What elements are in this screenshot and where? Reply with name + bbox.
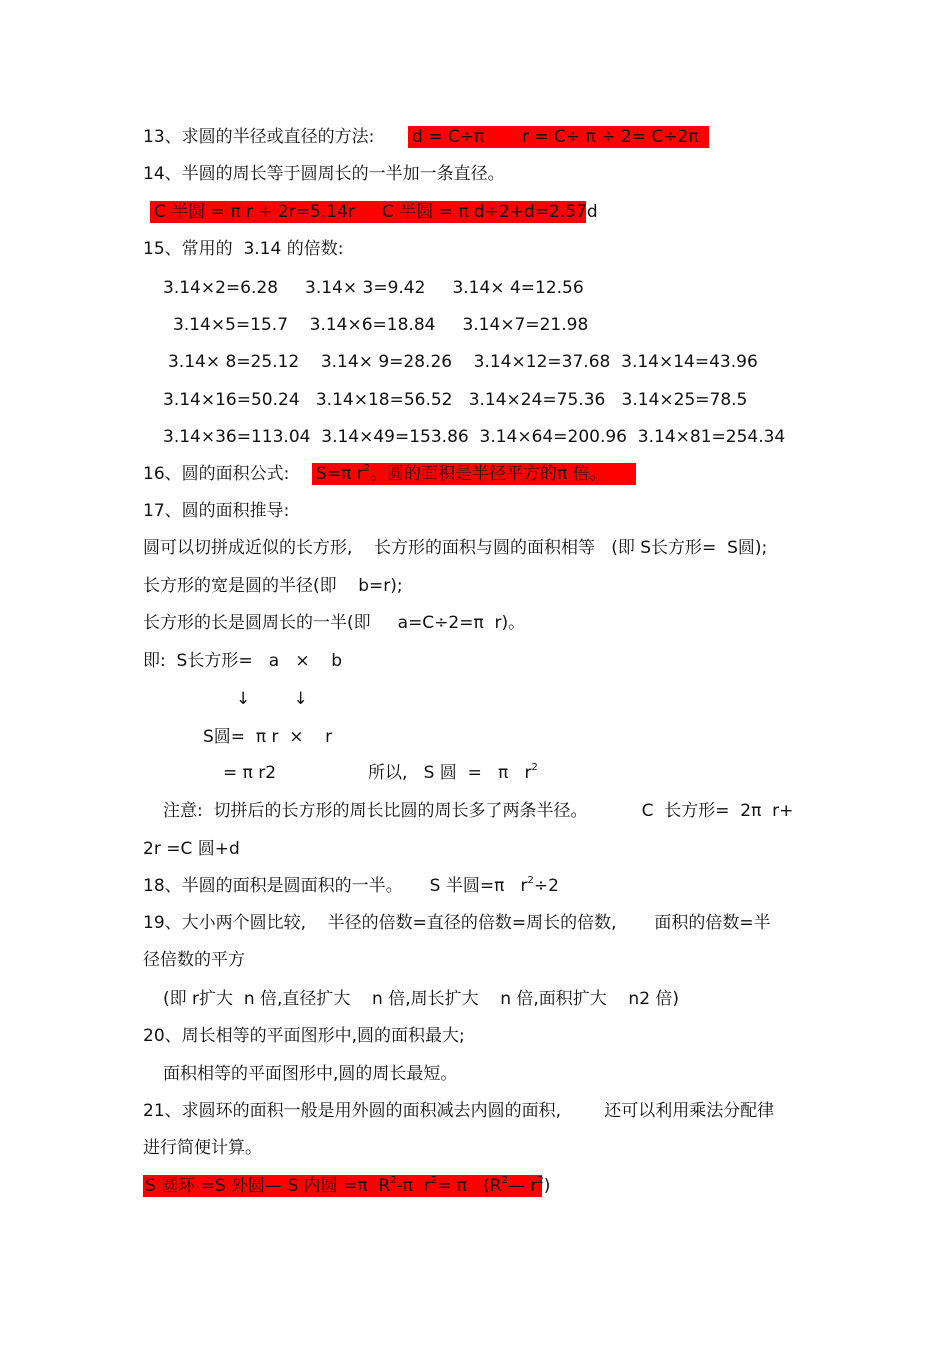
item-15-text: 15、常用的 3.14 的倍数: [143,239,344,259]
exponent: 2 [527,875,534,886]
multiples-row-4: 3.14×16=50.24 3.14×18=56.52 3.14×24=75.36 3.14×25=78.5 [163,390,748,410]
item-13-text: 13、求圆的半径或直径的方法: [143,127,375,147]
item-14-text: 14、半圆的周长等于圆周长的一半加一条直径。 [143,164,505,184]
item-19-text-line-3: (即 r扩大 n 倍,直径扩大 n 倍,周长扩大 n 倍,面积扩大 n2 倍) [163,989,680,1009]
multiples-row-5: 3.14×36=113.04 3.14×49=153.86 3.14×64=200.96 3.14×81=254.34 [163,427,786,447]
formula-part: ) [543,1176,551,1196]
formula-part: = π (R [437,1176,502,1196]
exponent: 2 [363,463,371,474]
item-18-text [143,875,559,897]
formula-part: 18、半圆的面积是圆面积的一半。 S 半圆=π r [143,876,528,896]
item-20-text-line-1: 20、周长相等的平面图形中,圆的面积最大; [143,1026,465,1046]
formula-part: ÷2 [533,876,559,896]
formula-part: — r [507,1176,538,1196]
derivation-arrows: ↓ ↓ [236,689,308,709]
multiples-row-1: 3.14×2=6.28 3.14× 3=9.42 3.14× 4=12.56 [163,278,584,298]
derivation-line-5: S圆= π r × r [203,727,333,747]
derivation-line-6 [223,762,538,784]
item-16-text: 16、圆的面积公式: [143,464,290,484]
formula-part: = π r2 所以, S 圆 = π r [223,763,532,783]
multiples-row-3: 3.14× 8=25.12 3.14× 9=28.26 3.14×12=37.68 3.14×14=43.96 [168,352,758,372]
derivation-line-1: 圆可以切拼成近似的长方形, 长方形的面积与圆的面积相等 (即 S长方形= S圆); [143,538,768,558]
derivation-line-2: 长方形的宽是圆的半径(即 b=r); [143,576,403,596]
item-14-formula-highlight: C 半圆 = π r + 2r=5.14r C 半圆 = π d÷2+d=2.57d [150,201,586,223]
item-17-text: 17、圆的面积推导: [143,501,290,521]
item-20-text-line-2: 面积相等的平面图形中,圆的周长最短。 [163,1064,458,1084]
item-19-text-line-2: 径倍数的平方 [143,950,245,970]
exponent: 2 [501,1175,508,1186]
exponent: 2 [531,762,538,773]
exponent: 2 [430,1175,438,1186]
formula-part: S=π r [316,464,364,484]
formula-part: -π r [396,1176,431,1196]
derivation-line-3: 长方形的长是圆周长的一半(即 a=C÷2=π r)。 [143,613,526,633]
item-16-formula-highlight [312,463,636,485]
multiples-row-2: 3.14×5=15.7 3.14×6=18.84 3.14×7=21.98 [173,315,589,335]
item-19-text-line-1: 19、大小两个圆比较, 半径的倍数=直径的倍数=周长的倍数, 面积的倍数=半 [143,913,771,933]
formula-part: S 圆环 =S 外圆— S 内圆 =π R [145,1176,391,1196]
exponent: 2 [390,1175,397,1186]
note-line-2: 2r =C 圆+d [143,839,240,859]
item-21-formula-highlight [143,1175,551,1197]
note-line-1: 注意: 切拼后的长方形的周长比圆的周长多了两条半径。 C 长方形= 2π r+ [163,801,794,821]
item-13-formula-highlight: d = C÷π r = C÷ π ÷ 2= C÷2π [408,126,709,148]
item-21-text-line-2: 进行简便计算。 [143,1138,262,1158]
exponent: 2 [537,1175,544,1186]
derivation-line-4: 即: S长方形= a × b [143,651,343,671]
formula-part: 。圆的面积是半径平方的π 倍。 [370,464,607,484]
item-21-text-line-1: 21、求圆环的面积一般是用外圆的面积减去内圆的面积, 还可以利用乘法分配律 [143,1101,775,1121]
